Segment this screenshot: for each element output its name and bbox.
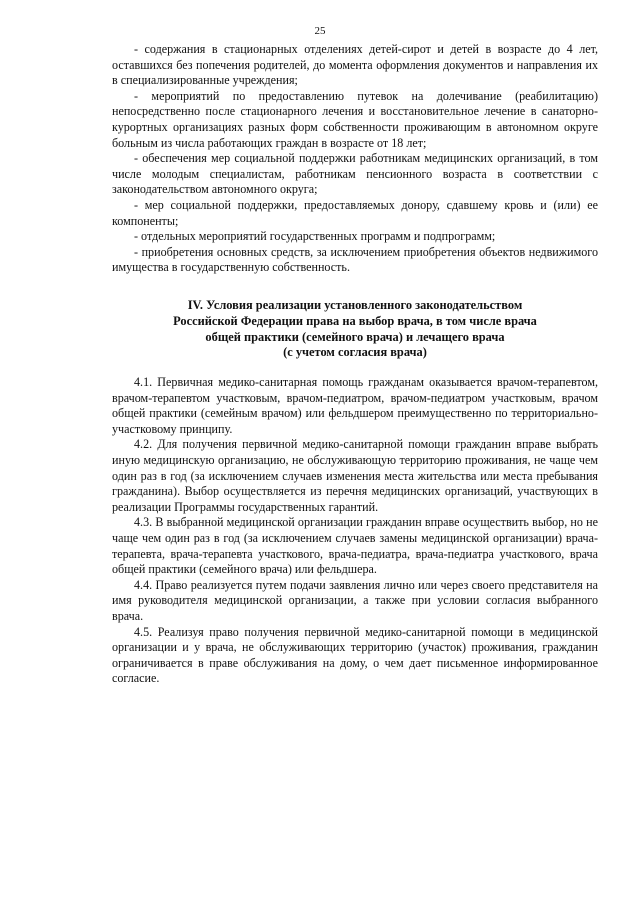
section-paragraph: 4.5. Реализуя право получения первичной медико-санитарной помощи в медицинской организации и у врача, не обслуживающих территорию (участок) проживания, гражданин ограничивается в праве обслуживания на дому, о чем дает письменное информированное согласие.: [112, 624, 598, 686]
document-body: [112, 42, 598, 687]
page-number: 25: [314, 25, 326, 37]
section-paragraph: 4.1. Первичная медико-санитарная помощь гражданам оказывается врачом-терапевтом, врачом-терапевтом участковым, врачом-педиатром, врачом-педиатром участковым, врачом общей практики (семейным врачом) или фельдшером преимущественно по территориально-участковому принципу.: [112, 375, 598, 436]
section-paragraph: 4.4. Право реализуется путем подачи заявления лично или через своего представителя на имя руководителя медицинской организации, а также при условии согласия выбранного врача.: [112, 577, 598, 623]
bullet-paragraph: - мер социальной поддержки, предоставляемых донору, сдавшему кровь и (или) ее компоненты;: [112, 197, 598, 228]
section-paragraph: 4.3. В выбранной медицинской организации гражданин вправе осуществить выбор, но не чаще чем один раз в год (за исключением случаев замены медицинской организации) врача-терапевта, врача-терапевта участкового, врача-педиатра, врача-педиатра участкового, врача общей практики (семейного врача) или фельдшера.: [112, 515, 598, 577]
funding-bullet-list: [112, 42, 598, 276]
bullet-paragraph: - обеспечения мер социальной поддержки работникам медицинских организаций, в том числе молодым специалистам, работникам пенсионного возраста в соответствии с законодательством автономного округа;: [112, 151, 598, 197]
section-heading-line: (с учетом согласия врача): [283, 345, 427, 360]
bullet-paragraph: - приобретения основных средств, за исключением приобретения объектов недвижимого имущества в государственную собственность.: [112, 244, 598, 275]
section-paragraphs: [112, 375, 598, 687]
section-paragraph: 4.2. Для получения первичной медико-санитарной помощи гражданин вправе выбрать иную медицинскую организацию, не обслуживающую территорию проживания, не чаще чем один раз в год (за исключением случаев изменения места жительства или места пребывания гражданина). Выбор осуществляется из перечня медицинских организаций, участвующих в реализации Программы государственных гарантий.: [112, 437, 598, 514]
bullet-paragraph: - содержания в стационарных отделениях детей-сирот и детей в возрасте до 4 лет, оставшихся без попечения родителей, до момента оформления документов и направления их в специализированные учреждения;: [112, 42, 598, 88]
bullet-paragraph: - отдельных мероприятий государственных программ и подпрограмм;: [134, 229, 496, 244]
section-heading-line: IV. Условия реализации установленного законодательством: [187, 297, 523, 312]
section-heading-line: общей практики (семейного врача) и лечащего врача: [205, 329, 505, 344]
bullet-paragraph: - мероприятий по предоставлению путевок на долечивание (реабилитацию) непосредственно после стационарного лечения и восстановительное лечение в санаторно-курортных организациях разных форм собственности проживающим в автономном округе больным из числа работающих граждан в возрасте от 18 лет;: [112, 88, 598, 150]
section-heading-line: Российской Федерации права на выбор врача, в том числе врача: [173, 313, 537, 328]
section-heading: [112, 298, 598, 361]
